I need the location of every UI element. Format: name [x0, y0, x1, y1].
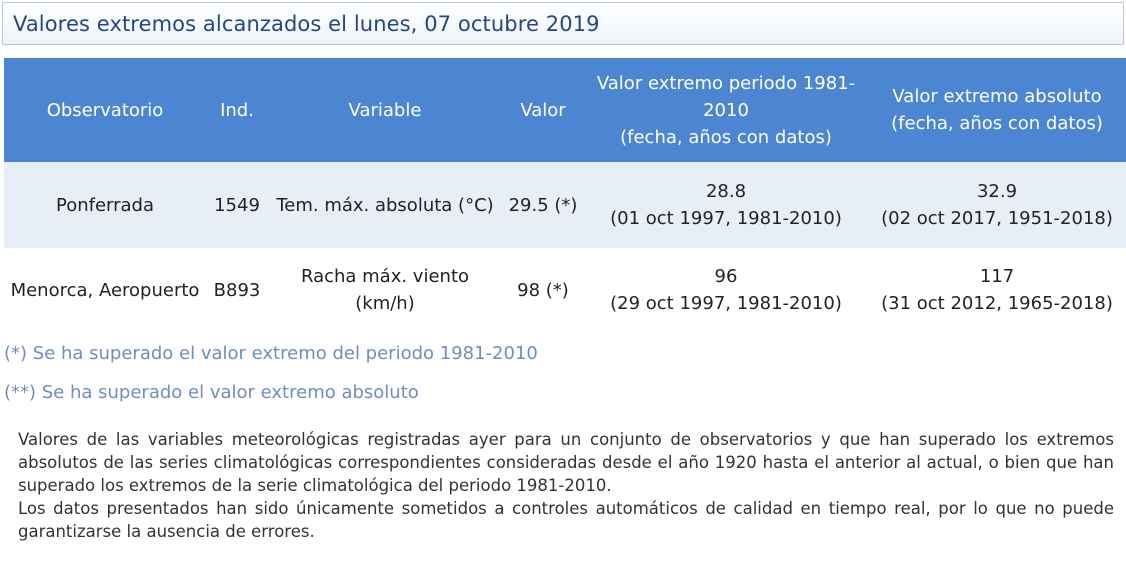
description	[18, 428, 1114, 543]
footnote-absoluto: (**) Se ha superado el valor extremo absoluto	[4, 382, 419, 403]
cell-ind: B893	[206, 248, 268, 332]
header-extremo-periodo: Valor extremo periodo 1981-2010 (fecha, años con datos)	[584, 58, 868, 162]
cell-observatorio: Ponferrada	[4, 162, 206, 248]
cell-extremo-periodo: 96 (29 oct 1997, 1981-2010)	[584, 248, 868, 332]
table-row	[4, 248, 1126, 332]
cell-observatorio: Menorca, Aeropuerto	[4, 248, 206, 332]
footnote-periodo: (*) Se ha superado el valor extremo del periodo 1981-2010	[4, 343, 538, 364]
table-row	[4, 162, 1126, 248]
cell-extremo-absoluto: 32.9 (02 oct 2017, 1951-2018)	[868, 162, 1126, 248]
header-variable: Variable	[268, 58, 502, 162]
page-title: Valores extremos alcanzados el lunes, 07 octubre 2019	[13, 12, 600, 36]
cell-ind: 1549	[206, 162, 268, 248]
header-extremo-absoluto: Valor extremo absoluto (fecha, años con datos)	[868, 58, 1126, 162]
header-observatorio: Observatorio	[4, 58, 206, 162]
cell-valor: 98 (*)	[502, 248, 584, 332]
description-paragraph: Valores de las variables meteorológicas registradas ayer para un conjunto de observatorios y que han superado los extremos absolutos de las series climatológicas correspondientes consideradas desde el año 1920 hasta el anterior al actual, o bien que han superado los extremos de la serie climatológica del periodo 1981-2010.	[18, 430, 1114, 495]
cell-variable: Racha máx. viento (km/h)	[268, 248, 502, 332]
header-ind: Ind.	[206, 58, 268, 162]
cell-variable: Tem. máx. absoluta (°C)	[268, 162, 502, 248]
description-disclaimer: Los datos presentados han sido únicamente sometidos a controles automáticos de calidad en tiempo real, por lo que no puede garantizarse la ausencia de errores.	[18, 499, 1114, 541]
extremes-table	[4, 58, 1126, 332]
cell-extremo-absoluto: 117 (31 oct 2012, 1965-2018)	[868, 248, 1126, 332]
cell-extremo-periodo: 28.8 (01 oct 1997, 1981-2010)	[584, 162, 868, 248]
table-header-row	[4, 58, 1126, 162]
cell-valor: 29.5 (*)	[502, 162, 584, 248]
header-valor: Valor	[502, 58, 584, 162]
title-bar	[2, 2, 1124, 45]
